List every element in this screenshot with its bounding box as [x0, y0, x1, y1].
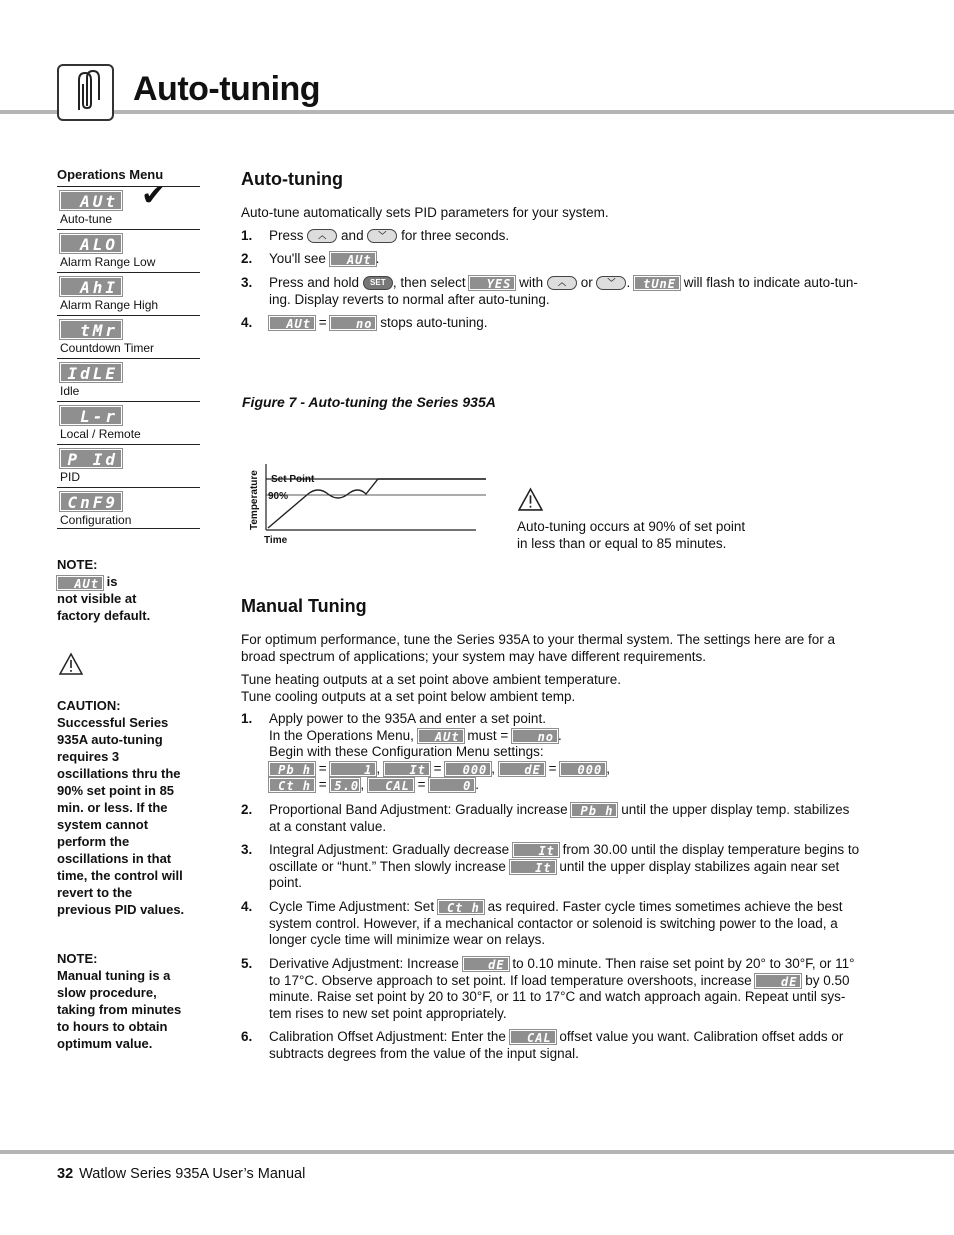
lcd-code: 5.0	[330, 778, 360, 792]
note-heading: NOTE:	[57, 951, 98, 966]
caution-line: 90% set point in 85	[57, 783, 175, 798]
up-arrow-key-icon: ︿	[307, 229, 337, 243]
step-text: by 0.50	[805, 972, 850, 988]
page-title: Auto-tuning	[133, 70, 321, 108]
lcd-code: It	[513, 843, 559, 857]
paperclip-icon	[57, 64, 114, 121]
note-text: not visible at	[57, 591, 137, 606]
step-text: ing. Display reverts to normal after auto-tuning.	[269, 291, 550, 307]
lcd-code: IdLE	[60, 363, 122, 382]
step-text: system control. However, if a mechanical contactor or solenoid is switching power to the load, a	[269, 915, 838, 931]
set-point-label: Set Point	[271, 474, 315, 485]
step-text: .	[558, 727, 562, 743]
down-arrow-key-icon: ﹀	[367, 229, 397, 243]
menu-item-label: Configuration	[60, 513, 132, 527]
step-text: Calibration Offset Adjustment: Enter the	[269, 1029, 506, 1044]
lcd-code: dE	[755, 974, 801, 988]
paragraph-line: For optimum performance, tune the Series 935A to your thermal system. The settings here are for a	[241, 632, 836, 647]
step-text: Cycle Time Adjustment: Set	[269, 899, 435, 914]
caution-line: Successful Series	[57, 715, 169, 730]
manual-heat-cool	[241, 671, 621, 705]
lcd-code: CAL	[368, 778, 414, 792]
menu-item-idle	[57, 358, 200, 401]
step-number: 4.	[241, 899, 253, 914]
step-number: 4.	[241, 315, 253, 330]
manual-tuning-heading: Manual Tuning	[241, 596, 367, 616]
caution-line: revert to the	[57, 885, 133, 900]
caution-line: 935A auto-tuning	[57, 732, 163, 747]
step-text: subtracts degrees from the value of the input signal.	[269, 1045, 579, 1061]
note-heading: NOTE:	[57, 557, 98, 572]
step-text: .	[626, 275, 631, 290]
page-number: 32	[57, 1166, 74, 1182]
step-text: to 0.10 minute. Then raise set point by 20° to 30°F, or 11°	[512, 956, 855, 971]
caution-line: oscillations in that	[57, 851, 172, 866]
temperature-curve	[268, 479, 486, 528]
lcd-code: CnF9	[60, 492, 122, 511]
note-text: factory default.	[57, 608, 151, 623]
step-text: Derivative Adjustment: Increase	[269, 956, 459, 971]
auto-tuning-warning	[517, 518, 745, 552]
step-text: must =	[467, 727, 509, 743]
step-number: 6.	[241, 1029, 253, 1044]
lcd-code: dE	[463, 957, 509, 971]
footer-rule	[0, 1150, 954, 1154]
paragraph-line: Tune cooling outputs at a set point below ambient temp.	[241, 689, 576, 704]
up-arrow-key-icon: ︿	[547, 276, 577, 290]
lcd-code: It	[384, 762, 430, 776]
lcd-code: P Id	[60, 449, 122, 468]
ninety-percent-label: 90%	[268, 491, 289, 502]
lcd-code: 000	[560, 762, 606, 776]
step-text: will flash to indicate auto-tun-	[683, 275, 858, 290]
lcd-code: CAL	[510, 1030, 556, 1044]
checkmark-icon: ✔	[141, 179, 167, 212]
lcd-code: Ct h	[438, 900, 484, 914]
lcd-code: L-r	[60, 406, 122, 425]
auto-intro: Auto-tune automatically sets PID parameters for your system.	[241, 205, 609, 220]
caution-heading: CAUTION:	[57, 698, 121, 713]
step-number: 2.	[241, 251, 253, 266]
step-text: longer cycle time will minimize wear on relays.	[269, 932, 546, 947]
caution-line: requires 3	[57, 749, 120, 764]
step-text: as required. Faster cycle times sometimes achieve the best	[487, 899, 843, 914]
note-manual-tuning	[57, 950, 207, 1052]
paragraph-line: broad spectrum of applications; your system may have different requirements.	[241, 649, 706, 664]
note-line: to hours to obtain	[57, 1019, 168, 1034]
lcd-code: Pb h	[269, 762, 315, 776]
step-text: for three seconds.	[401, 228, 510, 243]
menu-item-label: Auto-tune	[60, 212, 113, 226]
step-number: 2.	[241, 802, 253, 817]
step-text: at a constant value.	[269, 818, 387, 834]
menu-divider	[57, 528, 200, 529]
step-text: with	[519, 275, 544, 290]
lcd-code: AUt	[57, 576, 103, 590]
menu-item-label: Alarm Range High	[60, 298, 159, 312]
menu-item-auto-tune	[57, 186, 200, 229]
lcd-code: ALO	[60, 234, 122, 253]
caution-line: time, the control will	[57, 868, 183, 883]
paragraph-line: Tune heating outputs at a set point above ambient temperature.	[241, 672, 621, 687]
lcd-code: tUnE	[634, 276, 680, 290]
step-text: or	[580, 275, 593, 290]
note-line: taking from minutes	[57, 1002, 182, 1017]
caution-line: previous PID values.	[57, 902, 185, 917]
step-number: 1.	[241, 228, 253, 243]
step-text: =	[318, 315, 327, 330]
operations-menu-heading: Operations Menu	[57, 167, 164, 182]
step-text: .	[375, 251, 380, 266]
warning-icon	[518, 487, 543, 517]
manual-title: Watlow Series 935A User’s Manual	[79, 1166, 306, 1182]
caution-line: min. or less. If the	[57, 800, 168, 815]
note-text: is	[106, 574, 118, 589]
lcd-code: 000	[445, 762, 491, 776]
menu-item-label: Idle	[60, 384, 80, 398]
lcd-code: YES	[469, 276, 515, 290]
step-text: Integral Adjustment: Gradually decrease	[269, 842, 510, 857]
menu-item-countdown-timer	[57, 315, 200, 358]
menu-item-local-remote	[57, 401, 200, 444]
step-number: 5.	[241, 956, 253, 971]
auto-tuning-heading: Auto-tuning	[241, 169, 343, 189]
menu-item-label: PID	[60, 470, 81, 484]
step-text: oscillate or “hunt.” Then slowly increase	[269, 858, 506, 874]
lcd-code: 1	[330, 762, 376, 776]
step-number: 1.	[241, 711, 253, 726]
step-number: 3.	[241, 842, 253, 857]
figure-caption: Figure 7 - Auto-tuning the Series 935A	[242, 394, 496, 410]
note-auto-visibility	[57, 556, 207, 624]
auto-tuning-diagram	[244, 460, 494, 550]
caution-block	[57, 697, 207, 918]
note-line: Manual tuning is a	[57, 968, 171, 983]
lcd-code: Ct h	[269, 778, 315, 792]
lcd-code: no	[330, 316, 376, 330]
menu-item-alarm-low	[57, 229, 200, 272]
menu-item-configuration	[57, 487, 200, 530]
step-text: and	[341, 228, 364, 243]
step-text: minute. Raise set point by 20 to 30°F, or 11 to 17°C and watch approach again. Repeat until sys-	[269, 989, 846, 1004]
step-text: until the upper display stabilizes again near set	[559, 858, 840, 874]
step-text: Begin with these Configuration Menu settings:	[269, 744, 544, 759]
lcd-code: dE	[499, 762, 545, 776]
y-axis-label: Temperature	[249, 470, 260, 530]
warning-icon	[59, 652, 83, 681]
step-text: tem rises to new set point appropriately.	[269, 1005, 507, 1021]
step-text: stops auto-tuning.	[380, 315, 488, 330]
menu-item-label: Alarm Range Low	[60, 255, 156, 269]
lcd-code: AUt	[330, 252, 376, 266]
note-line: optimum value.	[57, 1036, 153, 1051]
step-text: offset value you want. Calibration offset adds or	[559, 1029, 844, 1044]
step-text: point.	[269, 875, 303, 890]
lcd-code: AUt	[418, 729, 464, 743]
lcd-code: AhI	[60, 277, 122, 296]
header-rule	[0, 110, 954, 114]
lcd-code: tMr	[60, 320, 122, 339]
step-text: Press and hold	[269, 275, 360, 290]
step-text: Proportional Band Adjustment: Gradually increase	[269, 802, 568, 817]
step-text: You'll see	[269, 251, 326, 266]
menu-item-alarm-high	[57, 272, 200, 315]
warning-line: in less than or equal to 85 minutes.	[517, 536, 727, 551]
step-text: In the Operations Menu,	[269, 727, 414, 743]
step-text: from 30.00 until the display temperature begins to	[562, 842, 860, 857]
lcd-code: no	[512, 729, 558, 743]
step-text: Press	[269, 228, 304, 243]
menu-item-pid	[57, 444, 200, 487]
lcd-code: AUt	[269, 316, 315, 330]
step-text: to 17°C. Observe approach to set point. If load temperature overshoots, increase	[269, 972, 752, 988]
footer	[57, 1166, 305, 1182]
step-text: until the upper display temp. stabilizes	[621, 802, 850, 817]
step-text: , then select	[392, 275, 466, 290]
note-line: slow procedure,	[57, 985, 157, 1000]
step-number: 3.	[241, 275, 253, 290]
menu-item-label: Countdown Timer	[60, 341, 155, 355]
lcd-code: AUt	[60, 191, 122, 210]
down-arrow-key-icon: ﹀	[596, 276, 626, 290]
caution-line: system cannot	[57, 817, 149, 832]
lcd-code: It	[510, 860, 556, 874]
x-axis-label: Time	[264, 535, 288, 546]
caution-line: oscillations thru the	[57, 766, 181, 781]
manual-intro	[241, 631, 835, 665]
warning-line: Auto-tuning occurs at 90% of set point	[517, 519, 746, 534]
lcd-code: Pb h	[571, 803, 617, 817]
set-key-icon: SET	[363, 276, 393, 290]
menu-item-label: Local / Remote	[60, 427, 141, 441]
lcd-code: 0	[429, 778, 475, 792]
caution-line: perform the	[57, 834, 130, 849]
step-text: Apply power to the 935A and enter a set point.	[269, 711, 546, 726]
